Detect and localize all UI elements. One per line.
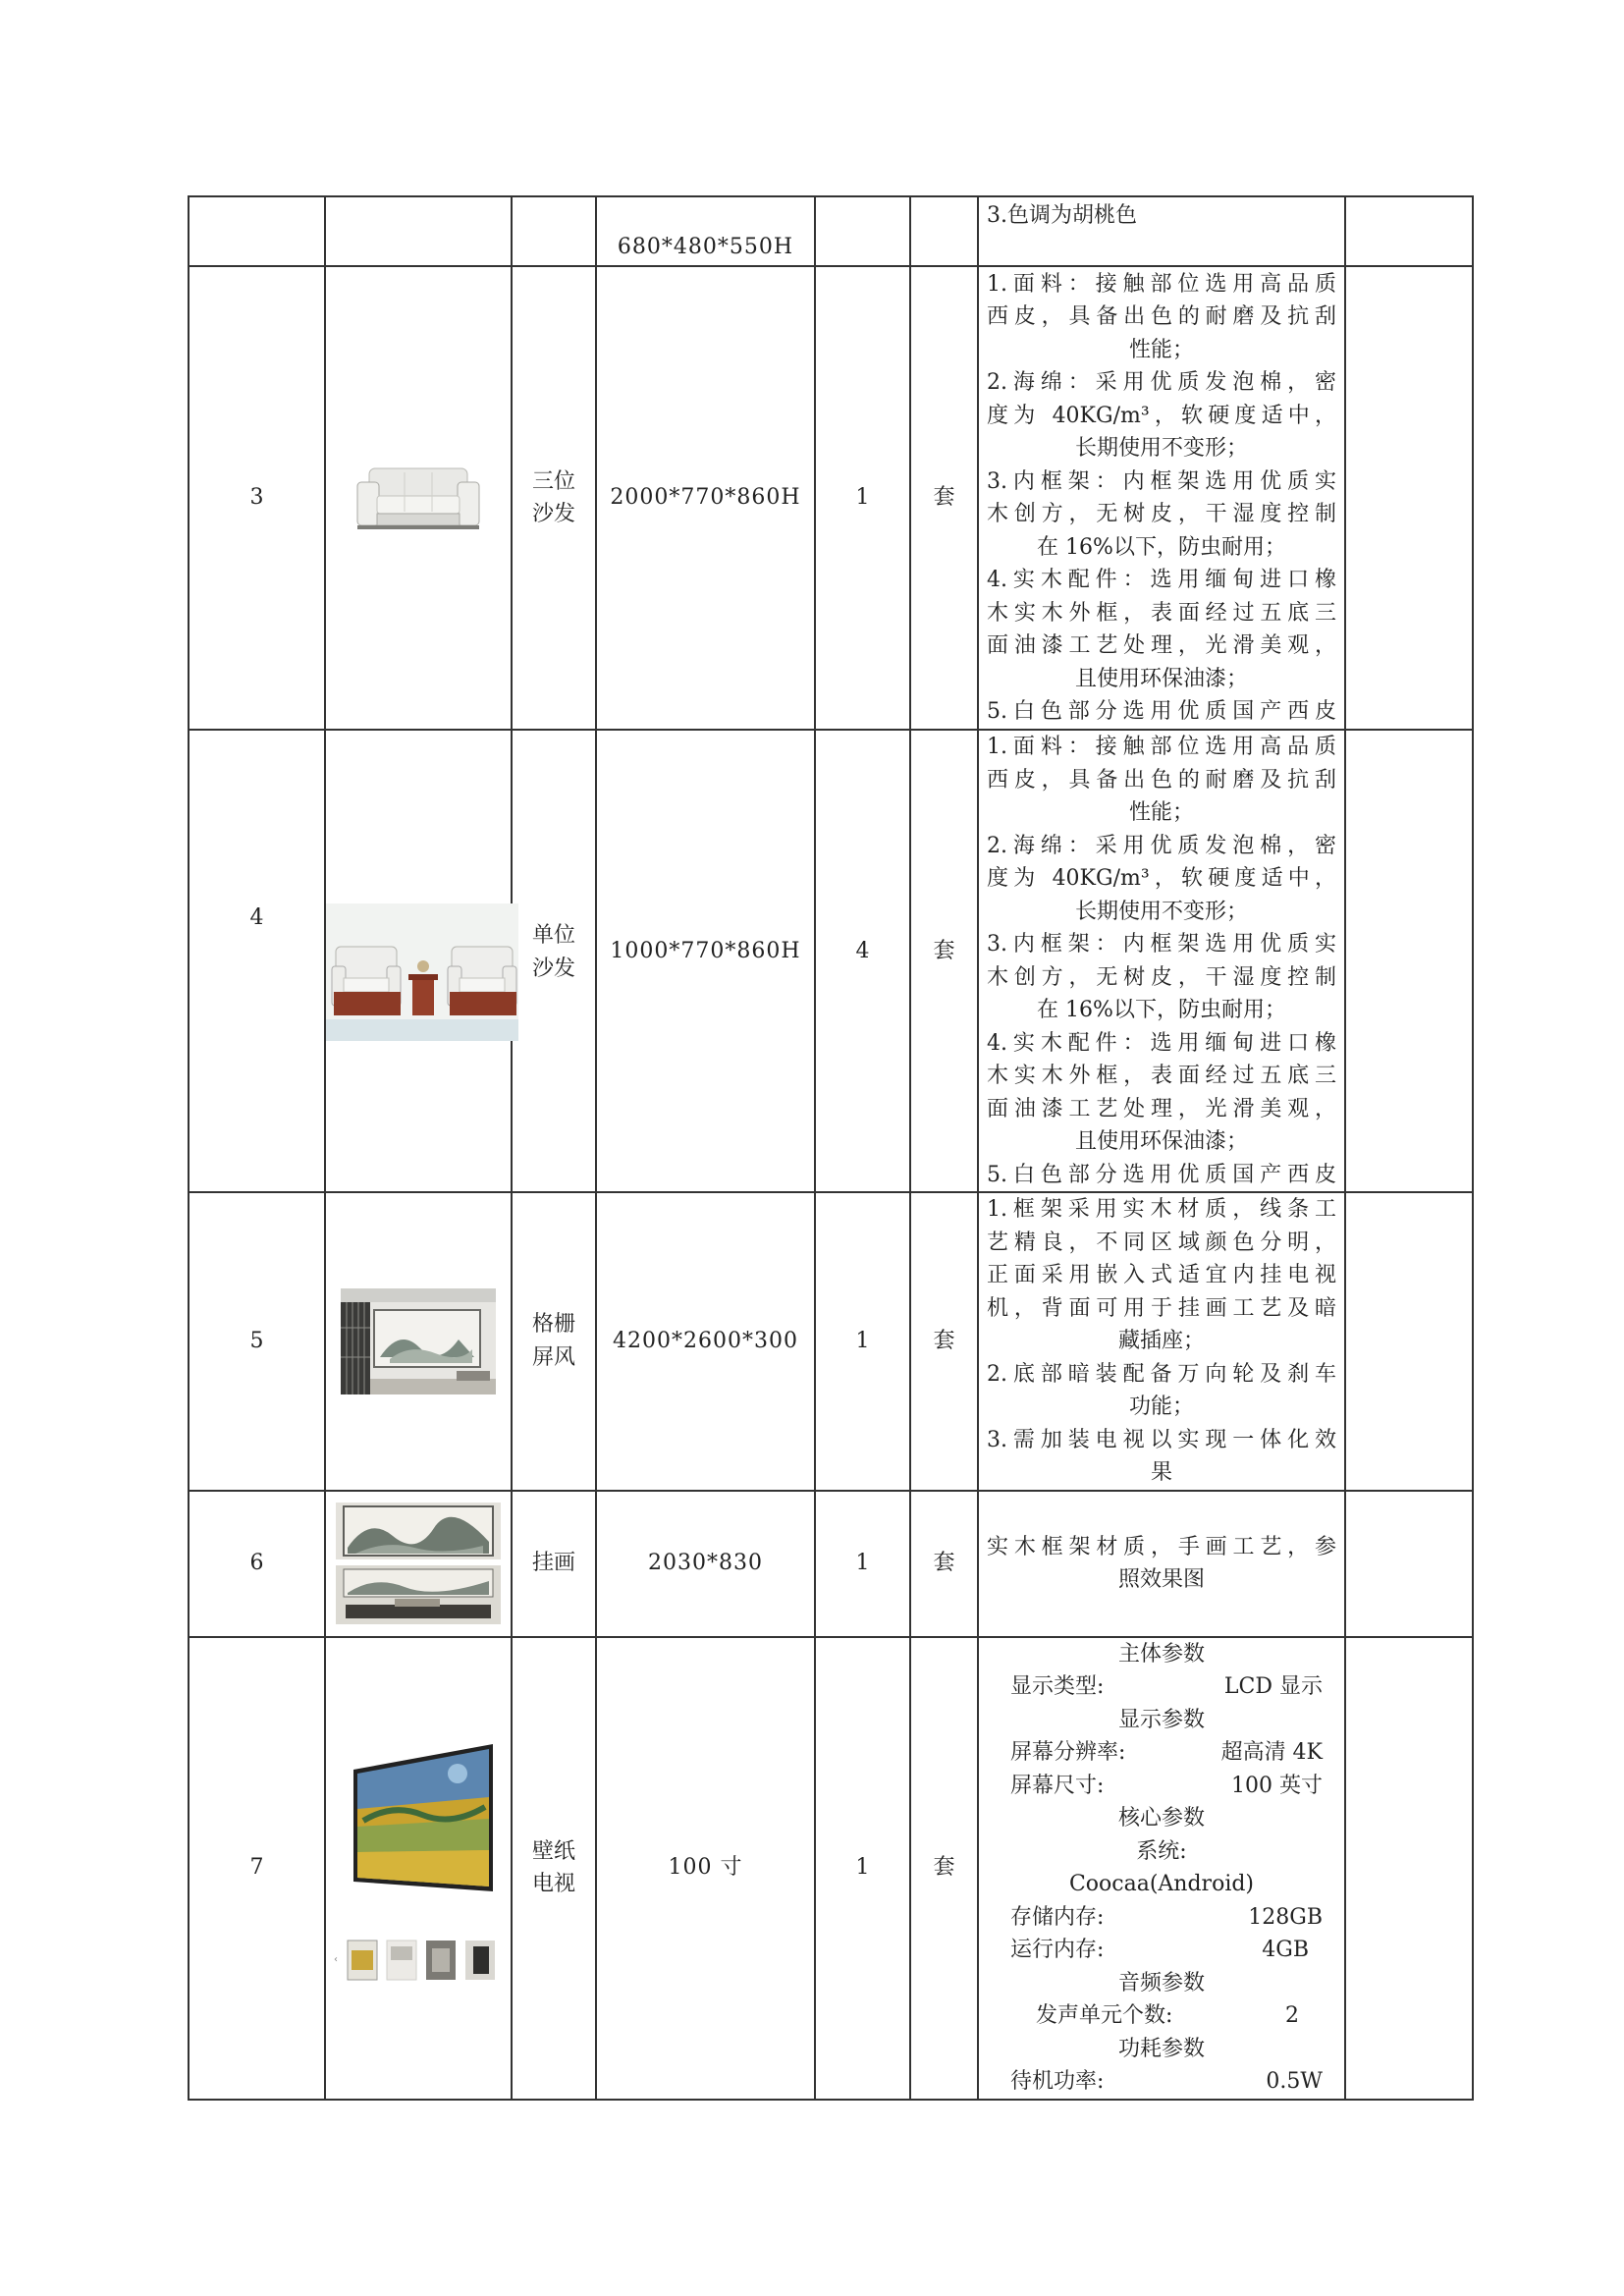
table-row <box>189 730 1473 1192</box>
spec-heading: 核心参数 <box>1117 1806 1205 1831</box>
product-name <box>512 1491 596 1637</box>
product-size: 100 寸 <box>596 1637 815 2100</box>
description-line: 2.海绵：采用优质发泡棉，密 <box>987 370 1336 395</box>
spec-row <box>987 1901 1336 1935</box>
product-unit <box>910 196 978 266</box>
description-line: 4.实木配件：选用缅甸进口橡 <box>987 568 1336 592</box>
remark-cell <box>1345 1192 1473 1491</box>
table-row <box>189 1491 1473 1637</box>
description-line: 且使用环保油漆； <box>1074 666 1248 691</box>
product-image-cell <box>325 196 512 266</box>
description-line: 3.需加装电视以实现一体化效 <box>987 1427 1336 1452</box>
product-size: 4200*2600*300 <box>596 1192 815 1491</box>
row-number: 7 <box>189 1637 325 2100</box>
product-size: 1000*770*860H <box>596 730 815 1192</box>
product-name-line: 单位 <box>531 923 575 948</box>
product-size: 2000*770*860H <box>596 266 815 730</box>
product-name-line: 屏风 <box>531 1344 575 1370</box>
spec-label: 屏幕尺寸: <box>1010 1773 1105 1798</box>
description-line: 西皮，具备出色的耐磨及抗刮 <box>987 304 1336 329</box>
spec-value: 128GB <box>1248 1904 1323 1930</box>
table-row <box>189 266 1473 730</box>
remark-cell <box>1345 730 1473 1192</box>
description-line: 3.内框架：内框架选用优质实 <box>987 468 1336 494</box>
spec-label: 存储内存: <box>1010 1904 1105 1930</box>
spec-heading: 显示参数 <box>1117 1707 1205 1732</box>
description-line: 在 16%以下，防虫耐用； <box>1037 534 1286 560</box>
description-line: 2.底部暗装配备万向轮及刹车 <box>987 1361 1336 1387</box>
description-line: 2.海绵：采用优质发泡棉，密 <box>987 833 1336 858</box>
description-line: 功能； <box>1128 1394 1194 1419</box>
spec-heading: 功耗参数 <box>1117 2036 1205 2061</box>
spec-row <box>987 1770 1336 1803</box>
product-qty: 1 <box>815 1491 910 1637</box>
product-name-line: 沙发 <box>531 502 575 526</box>
product-size: 680*480*550H <box>596 196 815 266</box>
description-line: 4.实木配件：选用缅甸进口橡 <box>987 1030 1336 1056</box>
spec-value: 0.5W <box>1266 2069 1323 2094</box>
description-line: 度为 40KG/m³，软硬度适中， <box>987 403 1336 428</box>
table-row <box>189 1192 1473 1491</box>
product-qty: 1 <box>815 1192 910 1491</box>
description-line: 5.白色部分选用优质国产西皮 <box>987 699 1336 724</box>
spec-value: 4GB <box>1262 1938 1309 1962</box>
table-row <box>189 1637 1473 2100</box>
product-size: 2030*830 <box>596 1491 815 1637</box>
product-name-line: 挂画 <box>531 1551 575 1576</box>
row-number: 4 <box>189 730 325 1192</box>
description-line: 1.面料：接触部位选用高品质 <box>987 271 1336 297</box>
description-line: 且使用环保油漆； <box>1074 1129 1248 1154</box>
product-spec-table <box>188 195 1474 2101</box>
product-name-line: 电视 <box>531 1872 575 1896</box>
product-image-cell <box>325 1192 512 1491</box>
description-line: 面油漆工艺处理，光滑美观， <box>987 1096 1336 1121</box>
spec-label: 显示类型: <box>1010 1674 1105 1699</box>
description-line: 木创方，无树皮，干湿度控制 <box>987 964 1336 990</box>
product-qty: 1 <box>815 1637 910 2100</box>
description-line: 实木框架材质，手画工艺，参 <box>987 1534 1336 1559</box>
spec-row <box>987 2065 1336 2099</box>
spec-label: 运行内存: <box>1010 1938 1105 1962</box>
table-row <box>189 196 1473 266</box>
remark-cell <box>1345 1637 1473 2100</box>
description-line: 藏插座； <box>1117 1329 1205 1353</box>
spec-value: Coocaa(Android) <box>1068 1872 1255 1896</box>
description-line: 木实木外框，表面经过五底三 <box>987 600 1336 626</box>
description-line: 果 <box>1150 1460 1172 1485</box>
spec-value: 2 <box>1285 2003 1299 2028</box>
description-line: 度为 40KG/m³，软硬度适中， <box>987 866 1336 891</box>
lattice-screen-image <box>341 1288 496 1394</box>
product-image-cell <box>325 266 512 730</box>
description-line: 3.内框架：内框架选用优质实 <box>987 932 1336 957</box>
tv-spec-list <box>978 1637 1345 2100</box>
product-qty: 1 <box>815 266 910 730</box>
hanging-painting-image <box>336 1503 501 1624</box>
product-image-cell <box>325 730 512 1192</box>
wallpaper-tv-image <box>334 1744 503 1992</box>
product-description <box>978 730 1345 1192</box>
spec-value: LCD 显示 <box>1223 1674 1323 1699</box>
description-line: 长期使用不变形； <box>1074 899 1248 924</box>
spec-heading: 主体参数 <box>1117 1641 1205 1667</box>
description-line: 1.框架采用实木材质，线条工 <box>987 1197 1336 1222</box>
spec-label: 发声单元个数: <box>1036 2003 1173 2028</box>
product-name <box>512 266 596 730</box>
product-image-cell <box>325 1491 512 1637</box>
row-number: 5 <box>189 1192 325 1491</box>
remark-cell <box>1345 1491 1473 1637</box>
remark-cell <box>1345 196 1473 266</box>
product-name-line: 三位 <box>531 468 575 494</box>
spec-heading: 音频参数 <box>1117 1970 1205 1995</box>
description-line: 照效果图 <box>1117 1567 1205 1592</box>
description-line: 长期使用不变形； <box>1074 436 1248 461</box>
spec-row <box>987 1999 1336 2033</box>
product-unit: 套 <box>910 730 978 1192</box>
spec-value: 超高清 4K <box>1220 1740 1323 1765</box>
product-name <box>512 1192 596 1491</box>
description-line: 在 16%以下，防虫耐用； <box>1037 998 1286 1022</box>
description-line: 正面采用嵌入式适宜内挂电视 <box>987 1263 1336 1287</box>
product-description <box>978 196 1345 266</box>
description-line: 性能； <box>1128 337 1194 362</box>
description-line: 西皮，具备出色的耐磨及抗刮 <box>987 767 1336 793</box>
description-line: 机，背面可用于挂画工艺及暗 <box>987 1295 1336 1321</box>
product-description <box>978 1491 1345 1637</box>
product-unit: 套 <box>910 1491 978 1637</box>
spec-row <box>987 1670 1336 1704</box>
row-number <box>189 196 325 266</box>
product-name-line: 格栅 <box>531 1312 575 1338</box>
description-line: 1.面料：接触部位选用高品质 <box>987 735 1336 759</box>
product-name-line: 沙发 <box>531 956 575 981</box>
svg-text:‹: ‹ <box>334 1954 338 1965</box>
description-line: 面油漆工艺处理，光滑美观， <box>987 633 1336 658</box>
product-unit: 套 <box>910 1192 978 1491</box>
description-line: 性能； <box>1128 800 1194 825</box>
product-qty <box>815 196 910 266</box>
row-number: 6 <box>189 1491 325 1637</box>
spec-label: 屏幕分辨率: <box>1010 1740 1126 1765</box>
spec-label: 待机功率: <box>1010 2069 1105 2094</box>
row-number: 3 <box>189 266 325 730</box>
description-line: 木实木外框，表面经过五底三 <box>987 1064 1336 1088</box>
description-line: 5.白色部分选用优质国产西皮 <box>987 1162 1336 1187</box>
product-name-line: 壁纸 <box>531 1838 575 1864</box>
three-seat-sofa-image <box>355 463 481 533</box>
product-name <box>512 730 596 1192</box>
product-description <box>978 266 1345 730</box>
spec-label: 系统: <box>1136 1838 1187 1864</box>
single-sofa-set-image <box>326 903 518 1041</box>
product-unit: 套 <box>910 1637 978 2100</box>
spec-value: 100 英寸 <box>1231 1773 1323 1798</box>
product-qty: 4 <box>815 730 910 1192</box>
description-line: 木创方，无树皮，干湿度控制 <box>987 502 1336 526</box>
product-name <box>512 196 596 266</box>
product-image-cell <box>325 1637 512 2100</box>
product-unit: 套 <box>910 266 978 730</box>
product-description <box>978 1192 1345 1491</box>
spec-row <box>987 1736 1336 1770</box>
spec-row <box>987 1934 1336 1967</box>
product-name <box>512 1637 596 2100</box>
description-line: 艺精良，不同区域颜色分明， <box>987 1230 1336 1255</box>
description-line: 3.色调为胡桃色 <box>987 203 1137 228</box>
remark-cell <box>1345 266 1473 730</box>
